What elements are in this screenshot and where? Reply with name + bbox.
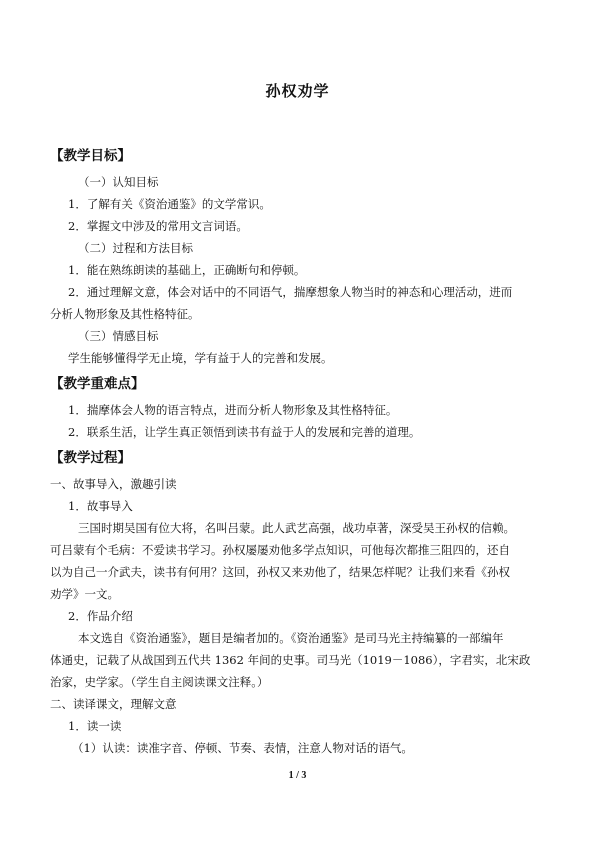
subheading-process: （二）过程和方法目标 xyxy=(78,241,193,255)
paragraph-line: 治家，史学家。（学生自主阅读课文注释。） xyxy=(50,675,269,689)
section-heading-goals: 【教学目标】 xyxy=(50,148,131,164)
subheading-part1: 一、故事导入，激趣引读 xyxy=(50,477,177,491)
subheading-cognitive: （一）认知目标 xyxy=(78,175,159,189)
paragraph: 学生能够懂得学无止境，学有益于人的完善和发展。 xyxy=(68,351,333,365)
document-body xyxy=(50,141,550,759)
list-item-continuation: 分析人物形象及其性格特征。 xyxy=(50,307,200,321)
list-item: 1．揣摩体会人物的语言特点，进而分析人物形象及其性格特征。 xyxy=(68,403,398,417)
paragraph-line: 体通史，记载了从战国到五代共 1362 年间的史事。司马光（1019－1086），字君实，北宋政 xyxy=(50,653,531,667)
paragraph-line: 可吕蒙有个毛病：不爱读书学习。孙权屡屡劝他多学点知识，可他每次都推三阻四的，还自 xyxy=(50,543,510,557)
paragraph-line: 以为自己一介武夫，读书有何用？这回，孙权又来劝他了，结果怎样呢？让我们来看《孙权 xyxy=(50,565,510,579)
page-number: 1 / 3 xyxy=(288,770,307,781)
section-heading-key-points: 【教学重难点】 xyxy=(50,376,145,392)
paragraph-line: 本文选自《资治通鉴》，题目是编者加的。《资治通鉴》是司马光主持编纂的一部编年 xyxy=(78,631,504,645)
list-item: 1．能在熟练朗读的基础上，正确断句和停顿。 xyxy=(68,263,306,277)
list-item: 1．了解有关《资治通鉴》的文学常识。 xyxy=(68,197,271,211)
list-item: 2．作品介绍 xyxy=(68,609,133,623)
list-item: （1）认读：读准字音、停顿、节奏、表情，注意人物对话的语气。 xyxy=(72,741,413,755)
subheading-part2: 二、读译课文，理解文意 xyxy=(50,697,177,711)
list-item: 1．读一读 xyxy=(68,719,122,733)
section-heading-process: 【教学过程】 xyxy=(50,450,131,466)
list-item: 2．通过理解文意，体会对话中的不同语气，揣摩想象人物当时的神态和心理活动，进而 xyxy=(68,285,513,299)
list-item: 2．掌握文中涉及的常用文言词语。 xyxy=(68,219,248,233)
list-item: 1．故事导入 xyxy=(68,499,133,513)
document-title: 孙权劝学 xyxy=(265,82,330,100)
paragraph-line: 劝学》一文。 xyxy=(50,587,119,601)
paragraph-line: 三国时期吴国有位大将，名叫吕蒙。此人武艺高强，战功卓著，深受吴王孙权的信赖。 xyxy=(78,521,515,535)
subheading-emotion: （三）情感目标 xyxy=(78,329,159,343)
list-item: 2．联系生活，让学生真正领悟到读书有益于人的发展和完善的道理。 xyxy=(68,425,421,439)
